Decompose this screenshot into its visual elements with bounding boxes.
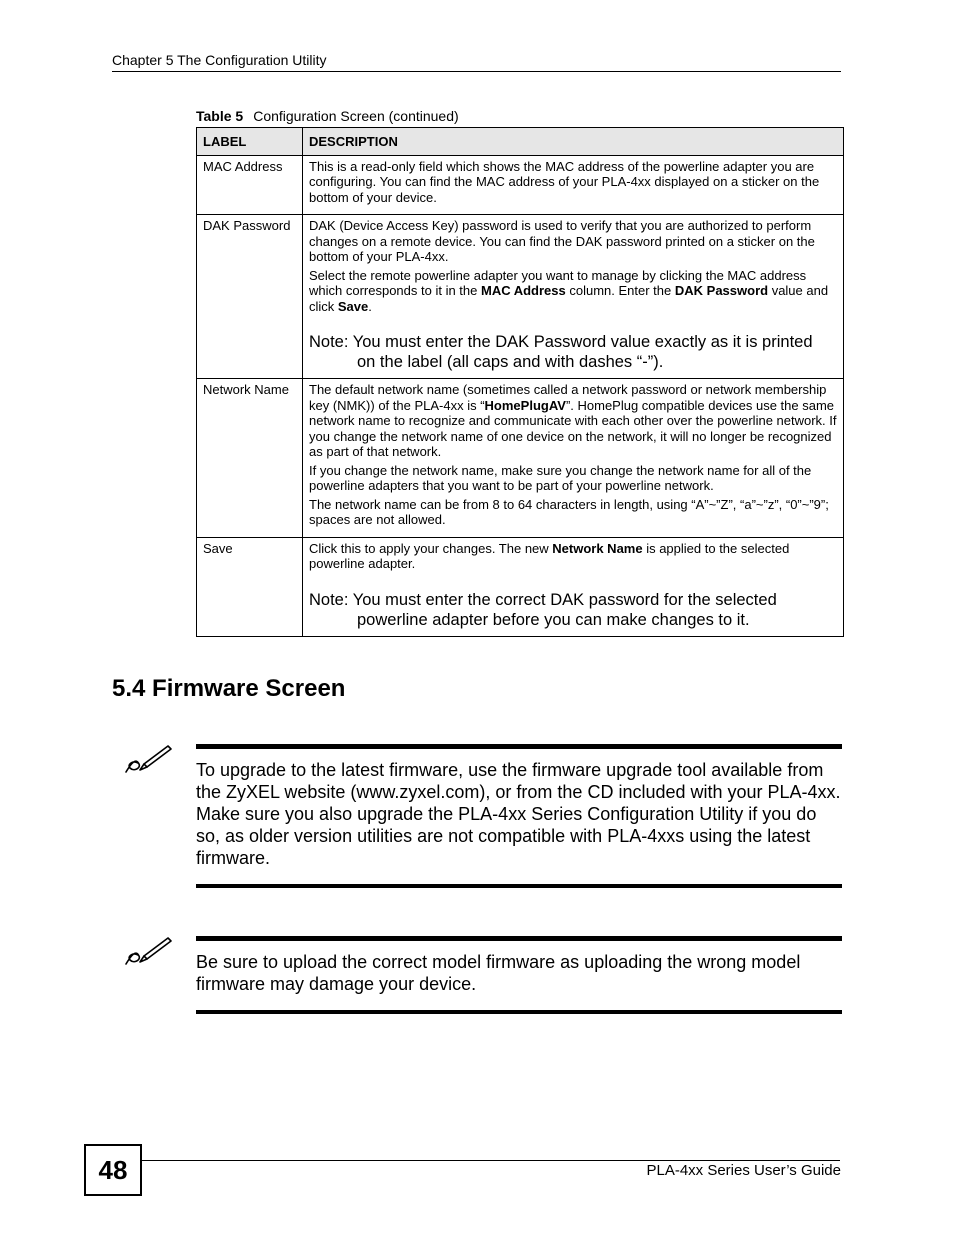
callout-text: To upgrade to the latest firmware, use the firmware upgrade tool available from the ZyXEL website (www.zyxel.com), or from the CD included with your PLA-4xx. Make sure you also upgrade the PLA-4xx Series Configuration Utility if you do so, as older version utilities are not compatible with PLA-4xxs using the latest firmware. (196, 760, 841, 868)
description-paragraph: If you change the network name, make sure you change the network name for all of the powerline adapters that you want to be part of your powerline network. (309, 462, 812, 493)
row-description (303, 537, 844, 636)
note-line: powerline adapter before you can make changes to it. (357, 610, 750, 629)
note-line: Note: You must enter the correct DAK password for the selected (309, 590, 777, 609)
header-rule (112, 71, 841, 72)
row-description (303, 155, 844, 215)
chapter-header: Chapter 5 The Configuration Utility (112, 52, 327, 68)
table-row (197, 379, 844, 538)
row-label: MAC Address (197, 155, 303, 215)
description-paragraph: Select the remote powerline adapter you want to manage by clicking the MAC address which corresponds to it in the MAC Address column. Enter the DAK Password value and click Save. (309, 267, 829, 314)
configuration-table (196, 127, 844, 637)
description-paragraph: DAK (Device Access Key) password is used to verify that you are authorized to perform changes on a remote device. You can find the DAK password printed on a sticker on the bottom of your PLA-4xx. (309, 218, 815, 264)
description-paragraph: The default network name (sometimes called a network password or network membership key (NMK)) of the PLA-4xx is “HomePlugAV”. HomePlug compatible devices use the same network name to recognize and communicate with each other over the powerline network. If you change the network name of one device on the network, it will no longer be recognized as part of that network. (309, 382, 837, 459)
page-number: 48 (84, 1144, 142, 1196)
row-label: DAK Password (197, 215, 303, 379)
callout-bottom-rule (196, 884, 842, 888)
column-header-label: LABEL (197, 128, 303, 156)
table-header-row (197, 128, 844, 156)
footer-rule (140, 1160, 840, 1161)
row-label: Network Name (197, 379, 303, 538)
table-caption-title: Configuration Screen (continued) (253, 108, 459, 124)
row-description (303, 215, 844, 379)
section-title: 5.4 Firmware Screen (112, 675, 346, 702)
footer-guide-title: PLA-4xx Series User’s Guide (646, 1162, 841, 1179)
pen-icon (124, 936, 172, 966)
note-line: Note: You must enter the DAK Password value exactly as it is printed (309, 333, 813, 351)
column-header-description: DESCRIPTION (303, 128, 844, 156)
table-caption-number: Table 5 (196, 108, 244, 124)
note-callout (196, 936, 842, 1014)
description-paragraph: The network name can be from 8 to 64 characters in length, using “A”~”Z”, “a”~”z”, “0”~”9”; spaces are not allowed. (309, 496, 829, 527)
row-description (303, 379, 844, 538)
description-paragraph: This is a read-only field which shows the MAC address of the powerline adapter you are configuring. You can find the MAC address of your PLA-4xx displayed on a sticker on the bottom of your device. (309, 158, 820, 205)
table-row (197, 537, 844, 636)
note-callout (196, 744, 842, 888)
description-paragraph: Click this to apply your changes. The new Network Name is applied to the selected powerline adapter. (309, 540, 790, 571)
table-row (197, 215, 844, 379)
table-note (309, 332, 837, 372)
note-line: on the label (all caps and with dashes “-”). (357, 353, 664, 371)
pen-icon (124, 744, 172, 774)
table-caption (196, 108, 459, 124)
callout-bottom-rule (196, 1010, 842, 1014)
table-note (309, 590, 837, 630)
callout-text: Be sure to upload the correct model firmware as uploading the wrong model firmware may damage your device. (196, 952, 801, 994)
table-row (197, 155, 844, 215)
row-label: Save (197, 537, 303, 636)
